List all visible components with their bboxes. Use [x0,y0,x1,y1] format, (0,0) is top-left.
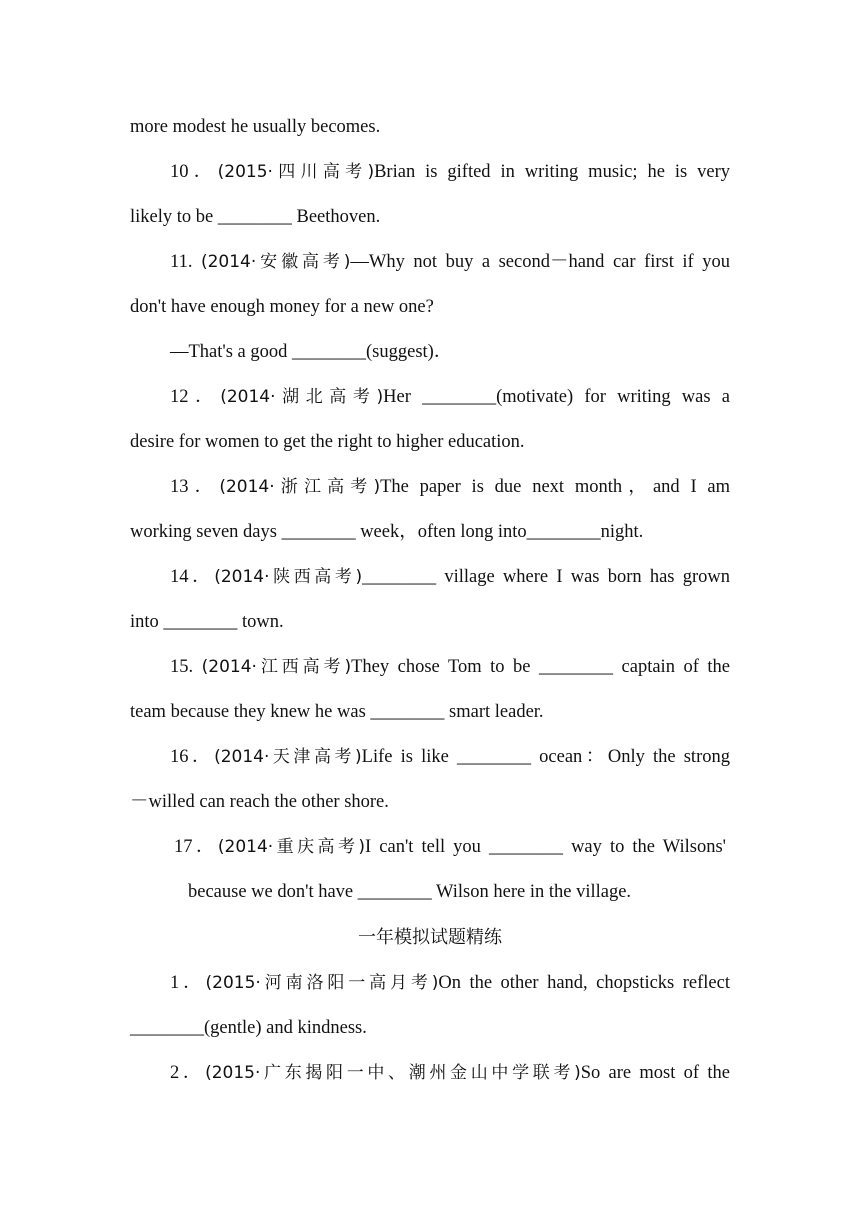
question-11 [170,250,730,274]
text-line [130,430,525,454]
text-line [130,520,643,544]
question-source: (2014·陕西高考) [214,567,363,587]
question-source: (2014·安徽高考) [200,252,351,272]
question-13 [170,475,730,499]
text-line [130,205,380,229]
question-source: (2014·重庆高考) [217,837,366,857]
line-text: ________(gentle) and kindness. [130,1018,367,1038]
text-line [130,610,284,634]
exercise-2 [170,1061,730,1085]
question-number: 10． [170,162,218,182]
question-source: (2015·河南洛阳一高月考) [205,973,439,993]
question-17 [174,835,726,859]
question-10 [170,160,730,184]
question-15 [170,655,730,679]
question-text: So are most of the [580,1063,730,1083]
line-text: into ________ town. [130,612,284,632]
line-text: because we don't have ________ Wilson here in the village. [188,882,632,902]
text-line [130,790,389,814]
question-number: 14． [170,567,215,587]
question-source: (2014·天津高考) [214,747,362,767]
line-text: －willed can reach the other shore. [130,792,389,812]
question-text: ________ village where I was born has grown [362,567,730,587]
question-12 [170,385,730,409]
line-text: team because they knew he was ________ smart leader. [130,702,544,722]
question-source: (2015·四川高考) [217,162,375,182]
text-line [188,880,631,904]
question-number: 15. [170,657,202,677]
text-line [130,1016,367,1040]
line-text: likely to be ________ Beethoven. [130,207,381,227]
question-14 [170,565,730,589]
question-text: On the other hand, chopsticks reflect [438,973,730,993]
text-line [130,700,544,724]
question-number: 12． [170,387,221,407]
question-text: —Why not buy a second－hand car first if you [350,252,730,272]
section-heading [0,926,860,950]
question-number: 1． [170,973,206,993]
question-source: (2015·广东揭阳一中、潮州金山中学联考) [205,1063,581,1083]
question-number: 2． [170,1063,206,1083]
text-line [130,115,380,139]
line-text: more modest he usually becomes. [130,117,381,137]
question-text: The paper is due next month，and I am [380,477,731,497]
question-16 [170,745,730,769]
line-text: —That's a good ________(suggest)． [170,342,453,362]
question-number: 17． [174,837,218,857]
question-source: (2014·浙江高考) [219,477,381,497]
line-text: don't have enough money for a new one? [130,297,434,317]
question-number: 13． [170,477,220,497]
question-number: 11. [170,252,201,272]
line-text: desire for women to get the right to higher education. [130,432,525,452]
question-text: Brian is gifted in writing music; he is very [374,162,730,182]
line-text: working seven days ________ week，often long into________night. [130,522,644,542]
question-text: Life is like ________ ocean：Only the strong [361,747,730,767]
question-text: Her ________(motivate) for writing was a [383,387,731,407]
text-line [170,340,452,364]
question-source: (2014·江西高考) [201,657,352,677]
question-text: I can't tell you ________ way to the Wilsons' [365,837,726,857]
question-number: 16． [170,747,215,767]
exercise-1 [170,971,730,995]
question-source: (2014·湖北高考) [220,387,384,407]
text-line [130,295,434,319]
question-text: They chose Tom to be ________ captain of the [351,657,731,677]
section-heading-text: 一年模拟试题精练 [358,927,502,948]
